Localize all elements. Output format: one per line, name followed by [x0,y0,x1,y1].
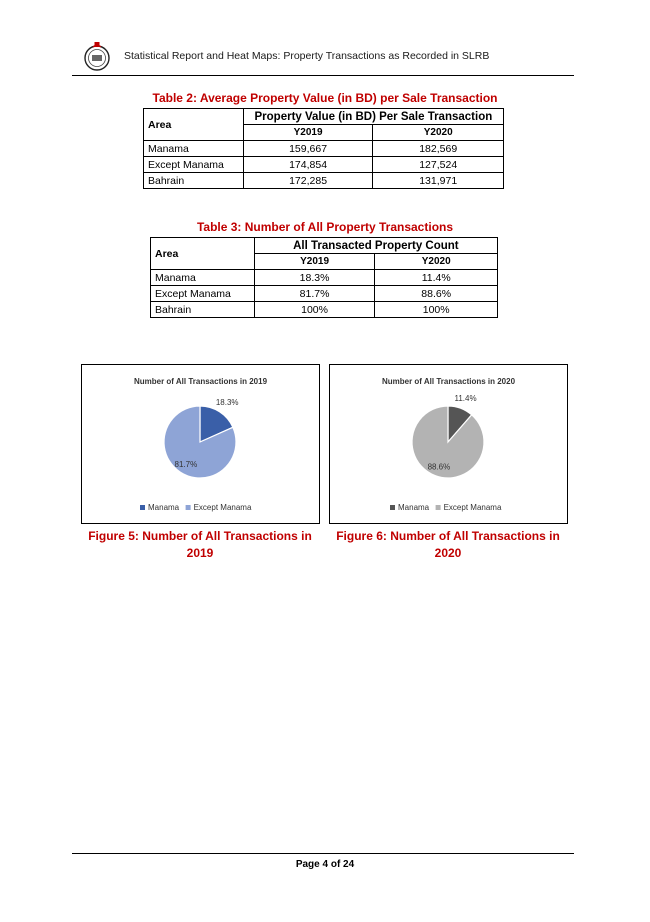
table-cell: 182,569 [373,141,504,157]
pie-data-label: 88.6% [427,462,451,472]
table2-year-header: Y2020 [373,125,504,141]
table-cell-area: Manama [144,141,244,157]
table3 [150,237,498,318]
table-cell: 100% [375,302,498,318]
legend-label: Except Manama [443,503,502,512]
table-cell-area: Manama [151,270,255,286]
table-cell: 18.3% [254,270,375,286]
pie-chart-2020 [330,365,567,523]
table-cell-area: Bahrain [151,302,255,318]
table-cell: 81.7% [254,286,375,302]
table-cell-area: Except Manama [151,286,255,302]
legend-label: Manama [398,503,430,512]
chart-2019 [81,364,320,524]
table2-group-header: Property Value (in BD) Per Sale Transaction [243,109,503,125]
legend-label: Except Manama [193,503,252,512]
page-header [80,36,574,76]
table-row [151,286,498,302]
table2-year-header: Y2019 [243,125,373,141]
table-cell: 100% [254,302,375,318]
table-cell: 172,285 [243,173,373,189]
legend-swatch [436,505,441,510]
table2 [143,108,504,189]
table3-caption: Table 3: Number of All Property Transactions [196,220,454,234]
table-cell-area: Except Manama [144,157,244,173]
pie-chart-2019 [82,365,319,523]
pie-data-label: 11.4% [454,393,477,403]
legend-label: Manama [148,503,180,512]
table3-group-header: All Transacted Property Count [254,238,497,254]
table-cell: 127,524 [373,157,504,173]
table-row [144,157,504,173]
table3-year-header: Y2019 [254,254,375,270]
table-cell: 159,667 [243,141,373,157]
table-cell: 131,971 [373,173,504,189]
footer-divider [72,853,574,854]
table3-area-header: Area [151,238,255,270]
header-divider [72,75,574,76]
figure6-caption-line: 2020 [434,546,462,560]
chart-title: Number of All Transactions in 2020 [381,377,516,386]
figure5-caption-line: Figure 5: Number of All Transactions in [88,529,312,543]
chart-legend [140,503,252,512]
table-cell: 11.4% [375,270,498,286]
chart-title: Number of All Transactions in 2019 [133,377,268,386]
legend-swatch [186,505,191,510]
table-row [144,173,504,189]
table-cell-area: Bahrain [144,173,244,189]
table-row [151,270,498,286]
legend-swatch [390,505,395,510]
figure5-caption-line: 2019 [186,546,214,560]
pie-data-label: 18.3% [215,398,239,408]
figure6-caption [326,528,570,562]
figure5-caption [78,528,322,562]
table-cell: 174,854 [243,157,373,173]
figure6-caption-line: Figure 6: Number of All Transactions in [336,529,560,543]
page-number: Page 4 of 24 [295,859,355,870]
legend-swatch [140,505,145,510]
header-title: Statistical Report and Heat Maps: Property Transactions as Recorded in SLRB [124,50,490,62]
table-row [151,302,498,318]
table-cell: 88.6% [375,286,498,302]
chart-2020 [329,364,568,524]
pie-data-label: 81.7% [174,459,198,469]
table-row [144,141,504,157]
slrb-seal-icon [82,40,112,72]
table3-year-header: Y2020 [375,254,498,270]
table2-area-header: Area [144,109,244,141]
chart-legend [390,503,502,512]
table2-caption: Table 2: Average Property Value (in BD) per Sale Transaction [152,91,498,105]
